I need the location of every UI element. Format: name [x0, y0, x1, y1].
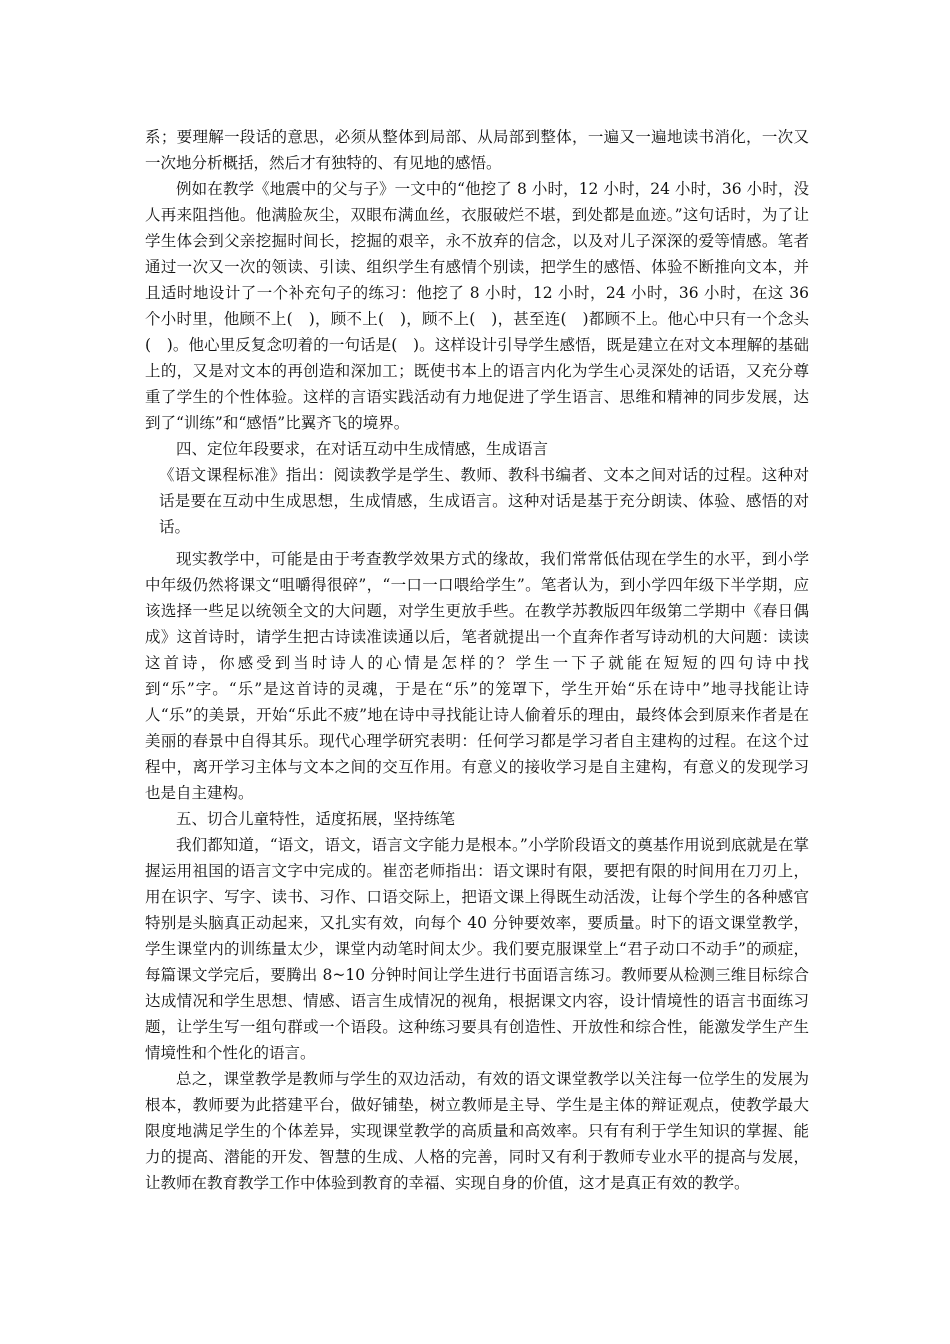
document-page — [145, 124, 809, 1196]
section-heading-5: 五、切合儿童特性，适度拓展，坚持练笔 — [176, 810, 456, 828]
paragraph-teaching-reality: 现实教学中，可能是由于考查教学效果方式的缘故，我们常常低估现在学生的水平，到小学中年级仍然将课文“咀嚼得很碎”，“一口一口喂给学生”。笔者认为，到小学四年级下半学期，应该选择一些足以统领全文的大问题，对学生更放手些。在教学苏教版四年级第二学期中《春日偶成》这首诗时，请学生把古诗读准读通以后，笔者就提出一个直奔作者写诗动机的大问题：读读这首诗，你感受到当时诗人的心情是怎样的？学生一下子就能在短短的四句诗中找到“乐”字。“乐”是这首诗的灵魂，于是在“乐”的笼罩下，学生开始“乐在诗中”地寻找能让诗人“乐”的美景，开始“乐此不疲”地在诗中寻找能让诗人偷着乐的理由，最终体会到原来作者是在美丽的春景中自得其乐。现代心理学研究表明：任何学习都是学习者自主建构的过程。在这个过程中，离开学习主体与文本之间的交互作用。有意义的接收学习是自主建构，有意义的发现学习也是自主建构。 — [145, 550, 809, 802]
paragraph-writing-practice: 我们都知道，“语文，语文，语言文字能力是根本。”小学阶段语文的奠基作用说到底就是在掌握运用祖国的语言文字中完成的。崔峦老师指出：语文课时有限，要把有限的时间用在刀刃上，用在识字、写字、读书、习作、口语交际上，把语文课上得既生动活泼，让每个学生的各种感官特别是头脑真正动起来，又扎实有效，向每个 40 分钟要效率，要质量。时下的语文课堂教学，学生课堂内的训练量太少，课堂内动笔时间太少。我们要克服课堂上“君子动口不动手”的顽症，每篇课文学完后，要腾出 8~10 分钟时间让学生进行书面语言练习。教师要从检测三维目标综合达成情况和学生思想、情感、语言生成情况的视角，根据课文内容，设计情境性的语言书面练习题，让学生写一组句群或一个语段。这种练习要具有创造性、开放性和综合性，能激发学生产生情境性和个性化的语言。 — [145, 836, 809, 1062]
section-heading-4: 四、定位年段要求，在对话互动中生成情感，生成语言 — [176, 440, 549, 458]
paragraph-conclusion: 总之，课堂教学是教师与学生的双边活动，有效的语文课堂教学以关注每一位学生的发展为根本，教师要为此搭建平台，做好铺垫，树立教师是主导、学生是主体的辩证观点，使教学最大限度地满足学生的个体差异，实现课堂教学的高质量和高效率。只有有利于学生知识的掌握、能力的提高、潜能的开发、智慧的生成、人格的完善，同时又有利于教师专业水平的提高与发展，让教师在教育教学工作中体验到教育的幸福、实现自身的价值，这才是真正有效的教学。 — [145, 1070, 809, 1192]
paragraph-example: 例如在教学《地震中的父与子》一文中的“他挖了 8 小时，12 小时，24 小时，36 小时，没人再来阻挡他。他满脸灰尘，双眼布满血丝，衣服破烂不堪，到处都是血迹。”这句话时，为了让学生体会到父亲挖掘时间长，挖掘的艰辛，永不放弃的信念，以及对儿子深深的爱等情感。笔者通过一次又一次的领读、引读、组织学生有感情个别读，把学生的感悟、体验不断推向文本，并且适时地设计了一个补充句子的练习：他挖了 8 小时，12 小时，24 小时，36 小时，在这 36 个小时里，他顾不上( )，顾不上( )，顾不上( )，甚至连( )都顾不上。他心中只有一个念头( )。他心里反复念叨着的一句话是( )。这样设计引导学生感悟，既是建立在对文本理解的基础上的，又是对文本的再创造和深加工；既使书本上的语言内化为学生心灵深处的话语，又充分尊重了学生的个性体验。这样的言语实践活动有力地促进了学生语言、思维和精神的同步发展，达到了“训练”和“感悟”比翼齐飞的境界。 — [145, 180, 809, 432]
paragraph-standard-quote: 《语文课程标准》指出：阅读教学是学生、教师、教科书编者、文本之间对话的过程。这种对话是要在互动中生成思想，生成情感，生成语言。这种对话是基于充分朗读、体验、感悟的对话。 — [158, 466, 809, 536]
paragraph-continuation: 系；要理解一段话的意思，必须从整体到局部、从局部到整体，一遍又一遍地读书消化，一次又一次地分析概括，然后才有独特的、有见地的感悟。 — [145, 128, 809, 172]
